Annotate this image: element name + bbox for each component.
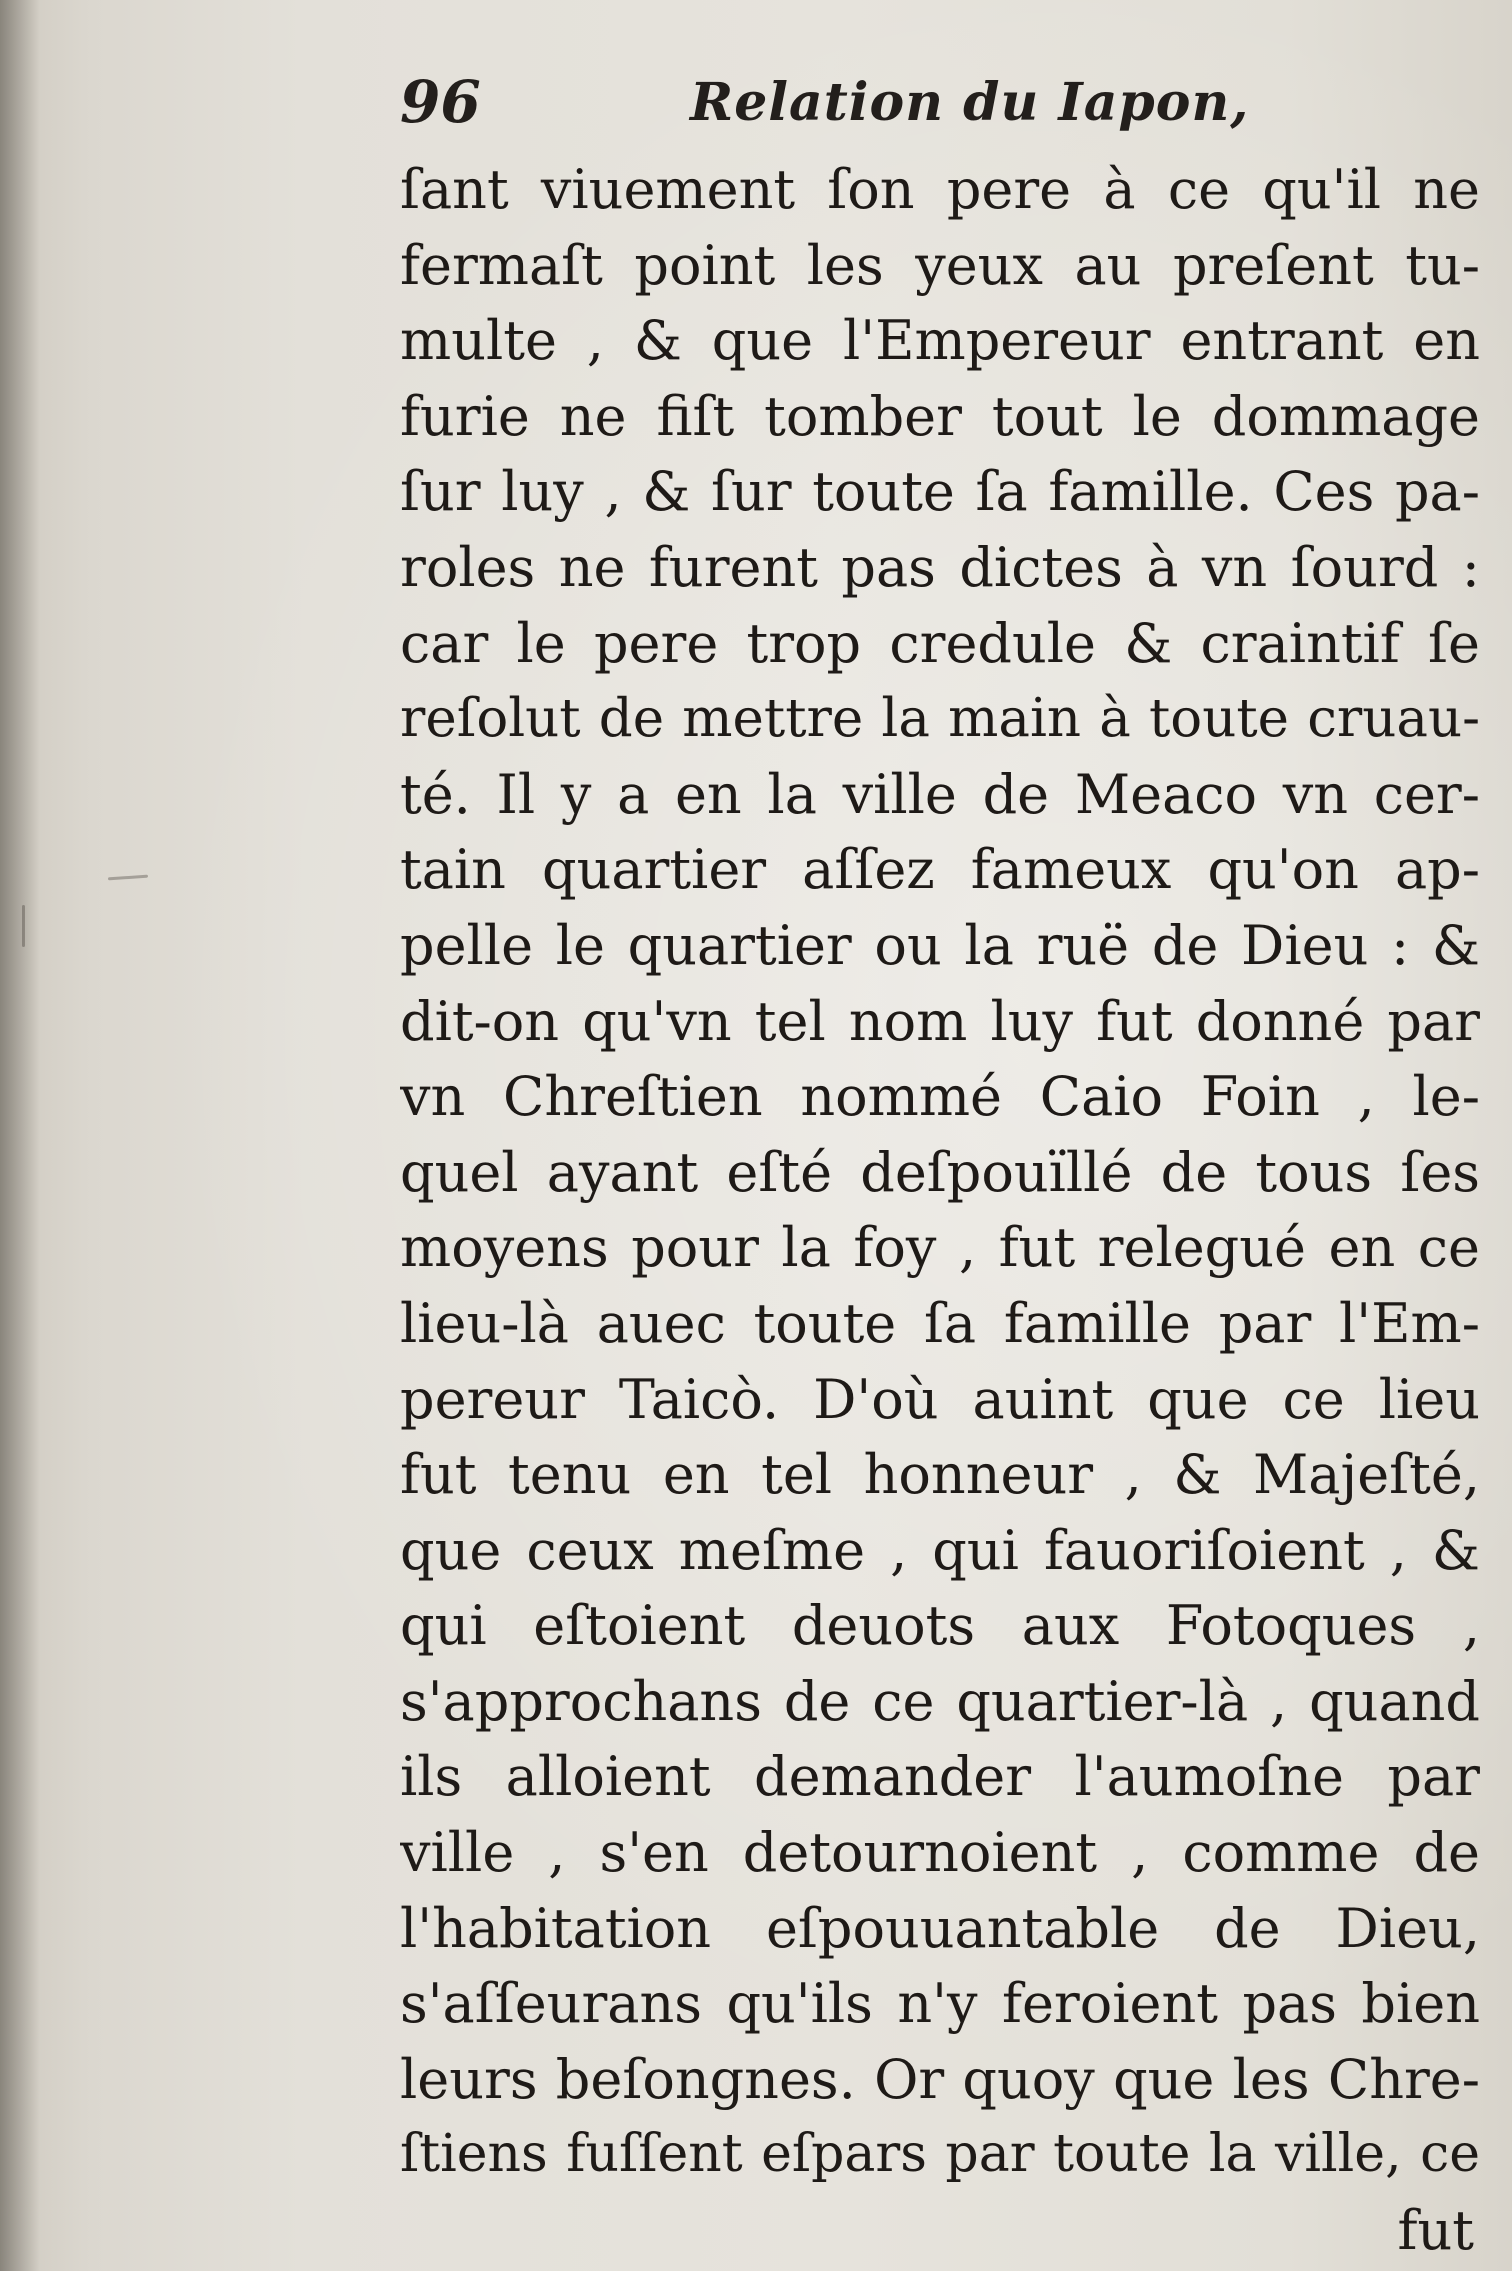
text-line: s'approchans de ce quartier-là , quand <box>400 1669 1480 1733</box>
text-line: qui eſtoient deuots aux Fotoques , <box>400 1594 1480 1658</box>
text-line: pereur Taicò. D'où auint que ce lieu <box>400 1367 1480 1431</box>
text-line: pelle le quartier ou la ruë de Dieu : & <box>400 913 1480 977</box>
text-line: tain quartier aſſez fameux qu'on ap- <box>400 838 1480 902</box>
text-line: moyens pour la foy , fut relegué en ce <box>400 1216 1480 1280</box>
text-line: roles ne furent pas dictes à vn ſourd : <box>400 535 1480 599</box>
text-line: leurs beſongnes. Or quoy que les Chre- <box>400 2047 1480 2111</box>
text-line: furie ne fiſt tomber tout le dommage <box>400 384 1480 448</box>
text-line: ſur luy , & ſur toute ſa famille. Ces pa- <box>400 460 1480 524</box>
text-line: ville , s'en detournoient , comme de <box>400 1821 1480 1885</box>
text-line: reſolut de mettre la main à toute cruau- <box>400 688 1480 750</box>
catchword: fut <box>1397 2199 1474 2263</box>
text-line: dit-on qu'vn tel nom luy fut donné par <box>400 989 1480 1053</box>
text-line: ſtiens fuſſent eſpars par toute la ville, ce <box>400 2124 1480 2185</box>
margin-mark <box>22 905 25 947</box>
text-line: multe , & que l'Empereur entrant en <box>400 309 1480 373</box>
body-text <box>400 152 1480 2269</box>
text-line: fermaſt point les yeux au preſent tu- <box>400 233 1480 297</box>
running-title: Relation du Iapon, <box>690 72 1250 133</box>
running-header <box>400 68 1480 148</box>
text-line: ils alloient demander l'aumoſne par <box>400 1745 1480 1809</box>
page-number: 96 <box>400 68 481 136</box>
text-line: vn Chreſtien nommé Caio Foin , le- <box>400 1065 1480 1129</box>
text-line: ſant viuement ſon pere à ce qu'il ne <box>400 158 1480 221</box>
text-line: car le pere trop credule & craintif ſe <box>400 611 1480 675</box>
gutter-shadow <box>0 0 40 2271</box>
text-line: que ceux meſme , qui fauoriſoient , & <box>400 1518 1480 1582</box>
text-line: s'aſſeurans qu'ils n'y feroient pas bien <box>400 1972 1480 2036</box>
margin-mark <box>108 875 148 881</box>
text-line: l'habitation eſpouuantable de Dieu, <box>400 1896 1480 1960</box>
text-line: quel ayant eſté deſpouïllé de tous ſes <box>400 1140 1480 1204</box>
text-line: fut tenu en tel honneur , & Majeſté, <box>400 1443 1480 1507</box>
text-line: lieu-là auec toute ſa famille par l'Em- <box>400 1291 1480 1355</box>
text-line: té. Il y a en la ville de Meaco vn cer- <box>400 762 1480 826</box>
